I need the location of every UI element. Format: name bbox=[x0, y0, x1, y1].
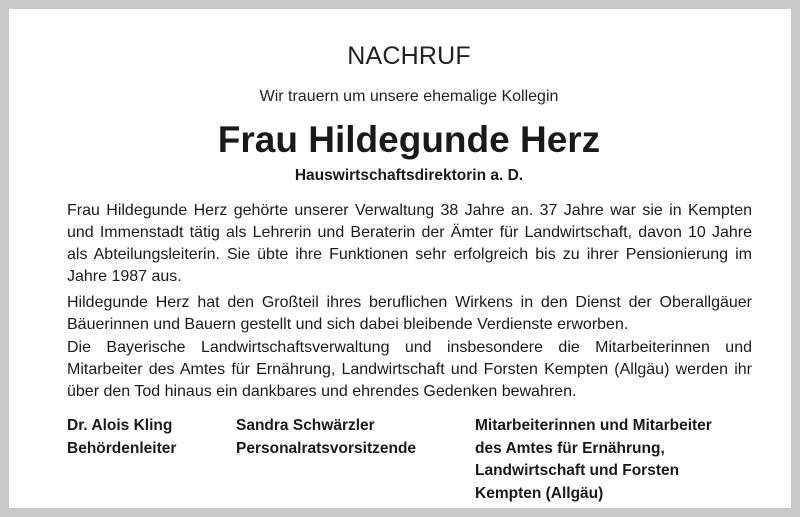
signature-role: Behördenleiter bbox=[67, 439, 177, 457]
signature-line: Kempten (Allgäu) bbox=[475, 484, 604, 502]
signature-block-2 bbox=[236, 415, 416, 460]
signature-name: Dr. Alois Kling bbox=[67, 417, 173, 434]
signature-name: Sandra Schwärzler bbox=[236, 417, 375, 434]
signature-line: Landwirtschaft und Forsten bbox=[475, 462, 680, 479]
notice-heading: NACHRUF bbox=[347, 42, 471, 70]
signature-block-1 bbox=[67, 415, 176, 460]
deceased-title: Hauswirtschaftsdirektorin a. D. bbox=[294, 167, 524, 184]
body-paragraph-3: Die Bayerische Landwirtschaftsverwaltung und insbesondere die Mitarbeiterinnen und Mitarbeiter des Amtes für Ernährung, Landwirtschaft und Forsten Kempten (Allgäu) werden ihr über den Tod hinaus ein dankbares und ehrendes Gedenken bewahren. bbox=[67, 339, 752, 400]
body-paragraph-1: Frau Hildegunde Herz gehörte unserer Verwaltung 38 Jahre an. 37 Jahre war sie in Kempten und Immenstadt tätig als Lehrerin und Beraterin der Ämter für Landwirtschaft, davon 10 Jahre als Abteilungsleiterin. Sie übte ihre Funktionen sehr erfolgreich bis zu ihrer Pensionierung im Jahre 1987 aus. bbox=[67, 202, 752, 285]
signature-line: Mitarbeiterinnen und Mitarbeiter bbox=[475, 417, 712, 434]
signature-role: Personalratsvorsitzende bbox=[236, 439, 417, 457]
deceased-name: Frau Hildegunde Herz bbox=[217, 119, 601, 160]
signature-block-3 bbox=[475, 415, 712, 505]
notice-intro: Wir trauern um unsere ehemalige Kollegin bbox=[259, 88, 559, 105]
body-paragraph-2: Hildegunde Herz hat den Großteil ihres beruflichen Wirkens in den Dienst der Oberallgäuer Bäuerinnen und Bauern gestellt und sich dabei bleibende Verdienste erworben. bbox=[67, 294, 752, 333]
signature-line: des Amtes für Ernährung, bbox=[475, 439, 665, 457]
